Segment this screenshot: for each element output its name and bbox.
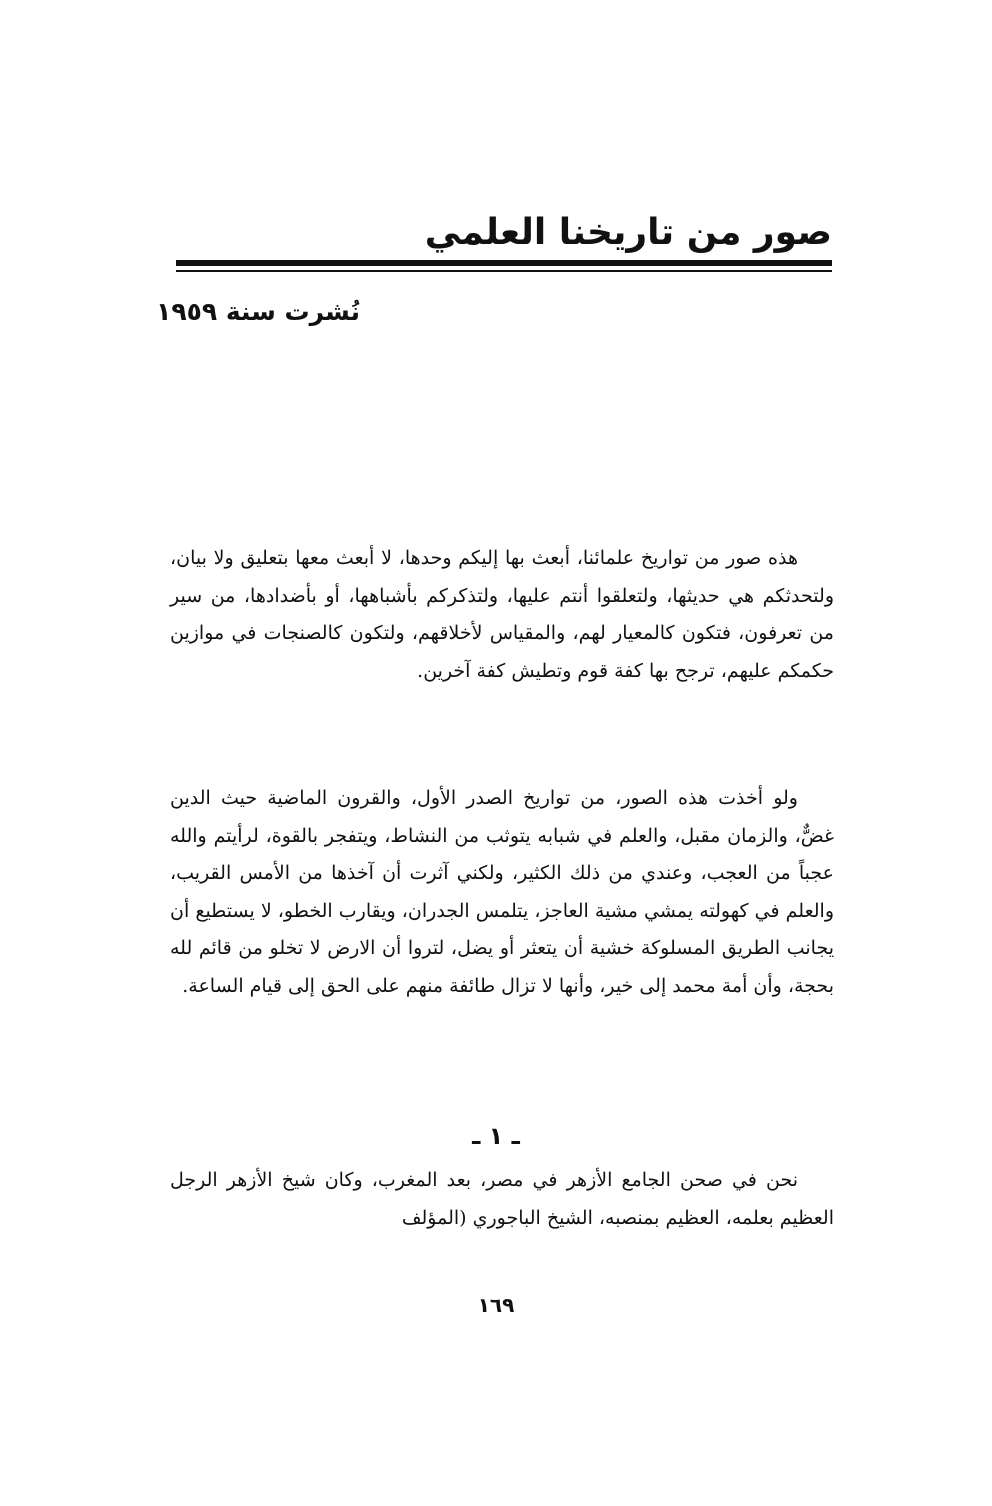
paragraph-intro: هذه صور من تواريخ علمائنا، أبعث بها إليكم وحدها، لا أبعث معها بتعليق ولا بيان، ولتحدثكم هي حديثها، ولتعلقوا أنتم عليها، ولتذكركم بأشباهها، أو بأضدادها، من سير من تعرفون، فتكون كالمعيار لهم، والمقياس لأخلاقهم، ولتكون كالصنجات في موازين حكمكم عليهم، ترجح بها كفة قوم وتطيش كفة آخرين. xyxy=(170,547,834,682)
title-rule-thin xyxy=(176,270,832,272)
published-note: نُشرت سنة ١٩٥٩ xyxy=(156,297,360,326)
chapter-title: صور من تاريخنا العلمي xyxy=(424,212,832,253)
title-rule-thick xyxy=(176,260,832,266)
page-number: ١٦٩ xyxy=(477,1293,515,1317)
paragraph-second: ولو أخذت هذه الصور، من تواريخ الصدر الأول، والقرون الماضية حيث الدين غضٌّ، والزمان مقبل، والعلم في شبابه يتوثب من النشاط، ويتفجر بالقوة، لرأيتم والله عجباً من العجب، وعندي من ذلك الكثير، ولكني آثرت أن آخذها من الأمس القريب، والعلم في كهولته يمشي مشية العاجز، يتلمس الجدران، ويقارب الخطو، لا يستطيع أن يجانب الطريق المسلوكة خشية أن يتعثر أو يضل، لتروا أن الارض لا تخلو من قائم لله بحجة، وأن أمة محمد إلى خير، وأنها لا تزال طائفة منهم على الحق إلى قيام الساعة. xyxy=(170,787,834,997)
section-number: ـ ١ ـ xyxy=(472,1122,520,1150)
paragraph-section-one: نحن في صحن الجامع الأزهر في مصر، بعد المغرب، وكان شيخ الأزهر الرجل العظيم بعلمه، العظيم بمنصبه، الشيخ الباجوري (المؤلف xyxy=(170,1169,834,1229)
